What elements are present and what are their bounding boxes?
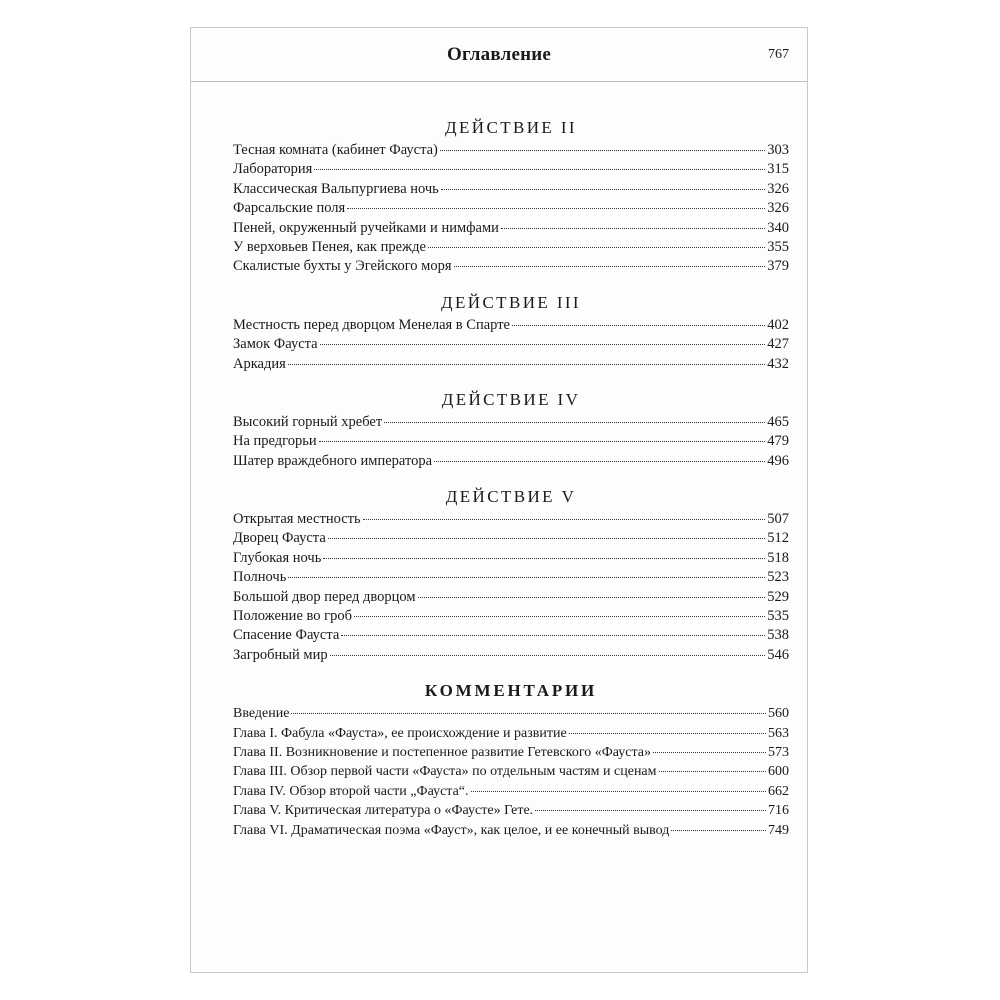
dot-leader xyxy=(330,655,766,656)
entry-page: 303 xyxy=(767,142,789,158)
entry-page: 560 xyxy=(768,706,789,722)
dot-leader xyxy=(354,616,765,617)
entry-title: У верховьев Пенея, как прежде xyxy=(233,238,426,255)
entry-page: 523 xyxy=(767,569,789,586)
entry-page: 355 xyxy=(767,238,789,255)
dot-leader xyxy=(314,169,765,170)
dot-leader xyxy=(671,830,766,831)
entry-title: Глава IV. Обзор второй части „Фауста“. xyxy=(233,783,469,799)
toc-entry xyxy=(233,588,789,607)
toc-entry xyxy=(233,257,789,276)
book-page xyxy=(190,27,808,973)
entry-title: Тесная комната (кабинет Фауста) xyxy=(233,142,438,158)
entry-page: 507 xyxy=(767,511,789,528)
dot-leader xyxy=(320,344,766,345)
entry-title: Лаборатория xyxy=(233,161,313,178)
entry-page: 600 xyxy=(768,764,789,780)
entry-title: На предгорьи xyxy=(233,433,317,450)
dot-leader xyxy=(441,189,765,190)
entry-page: 563 xyxy=(768,725,789,741)
dot-leader xyxy=(291,713,766,714)
entry-title: Спасение Фауста xyxy=(233,627,340,644)
entry-page: 546 xyxy=(767,646,789,663)
dot-leader xyxy=(512,325,765,326)
entry-title: Классическая Вальпургиева ночь xyxy=(233,180,439,197)
entry-page: 315 xyxy=(767,161,789,178)
dot-leader xyxy=(434,461,765,462)
entry-title: Глава I. Фабула «Фауста», ее происхождение и развитие xyxy=(233,725,567,741)
entry-title: Шатер враждебного императора xyxy=(233,452,433,469)
toc-entry xyxy=(233,510,789,529)
page-number: 767 xyxy=(768,47,789,62)
entry-page: 432 xyxy=(767,355,789,372)
toc-entry xyxy=(233,782,789,801)
entry-title: Открытая местность xyxy=(233,511,361,528)
dot-leader xyxy=(535,810,766,811)
dot-leader xyxy=(418,597,766,598)
dot-leader xyxy=(328,538,766,539)
dot-leader xyxy=(659,771,766,772)
section-heading: ДЕЙСТВИЕ V xyxy=(445,487,577,507)
toc-entry xyxy=(233,743,789,762)
entry-title: Полночь xyxy=(233,569,287,586)
entry-title: Глубокая ночь xyxy=(233,549,322,566)
toc-section-comments xyxy=(233,677,789,840)
toc-entry xyxy=(233,646,789,665)
entry-title: Положение во гроб xyxy=(233,608,352,625)
entry-page: 518 xyxy=(767,549,789,566)
dot-leader xyxy=(569,733,766,734)
entry-page: 573 xyxy=(768,744,789,760)
dot-leader xyxy=(319,441,766,442)
toc-entry xyxy=(233,238,789,257)
toc-entry xyxy=(233,141,789,160)
dot-leader xyxy=(653,752,766,753)
entry-title: Глава V. Критическая литература о «Фаусте» Гете. xyxy=(233,803,534,819)
entry-title: Глава III. Обзор первой части «Фауста» по отдельным частям и сценам xyxy=(233,764,657,780)
dot-leader xyxy=(384,422,765,423)
toc-entry xyxy=(233,821,789,840)
entry-page: 326 xyxy=(767,180,789,197)
toc-entry xyxy=(233,335,789,354)
section-heading: ДЕЙСТВИЕ IV xyxy=(441,389,581,409)
entry-page: 465 xyxy=(767,413,789,430)
dot-leader xyxy=(288,577,765,578)
entry-page: 535 xyxy=(767,608,789,625)
entry-page: 427 xyxy=(767,336,789,353)
entry-title: Скалистые бухты у Эгейского моря xyxy=(233,258,452,275)
entry-page: 340 xyxy=(767,219,789,236)
toc-entry xyxy=(233,724,789,743)
toc-entry xyxy=(233,529,789,548)
entry-title: Глава II. Возникновение и постепенное развитие Гетевского «Фауста» xyxy=(233,744,651,760)
toc-section-act-3 xyxy=(233,289,789,374)
dot-leader xyxy=(288,364,765,365)
toc-entry xyxy=(233,607,789,626)
entry-title: Высокий горный хребет xyxy=(233,413,383,430)
entry-title: Аркадия xyxy=(233,355,286,372)
dot-leader xyxy=(341,635,765,636)
toc-entry xyxy=(233,452,789,471)
section-heading: КОММЕНТАРИИ xyxy=(424,681,598,701)
toc-entry xyxy=(233,219,789,238)
dot-leader xyxy=(471,791,766,792)
entry-title: Большой двор перед дворцом xyxy=(233,588,416,605)
toc-entry xyxy=(233,549,789,568)
entry-title: Введение xyxy=(233,706,290,722)
entry-page: 379 xyxy=(767,258,789,275)
toc-entry xyxy=(233,316,789,335)
entry-page: 479 xyxy=(767,433,789,450)
toc-entry xyxy=(233,355,789,374)
entry-page: 529 xyxy=(767,588,789,605)
table-of-contents xyxy=(233,112,789,840)
toc-entry xyxy=(233,801,789,820)
dot-leader xyxy=(428,247,765,248)
page-title: Оглавление xyxy=(446,44,552,65)
toc-entry xyxy=(233,413,789,432)
entry-page: 512 xyxy=(767,530,789,547)
toc-entry xyxy=(233,432,789,451)
entry-page: 326 xyxy=(767,200,789,217)
toc-section-act-5 xyxy=(233,483,789,665)
toc-entry xyxy=(233,199,789,218)
entry-page: 496 xyxy=(767,452,789,469)
entry-page: 538 xyxy=(767,627,789,644)
entry-title: Замок Фауста xyxy=(233,336,318,353)
toc-entry xyxy=(233,704,789,723)
entry-title: Загробный мир xyxy=(233,646,328,663)
toc-entry xyxy=(233,160,789,179)
entry-title: Фарсальские поля xyxy=(233,200,346,217)
dot-leader xyxy=(363,519,766,520)
entry-title: Пеней, окруженный ручейками и нимфами xyxy=(233,219,499,236)
entry-page: 402 xyxy=(767,316,789,333)
toc-entry xyxy=(233,568,789,587)
dot-leader xyxy=(501,228,765,229)
running-header xyxy=(191,28,807,82)
section-heading: ДЕЙСТВИЕ II xyxy=(445,118,577,137)
toc-entry xyxy=(233,762,789,781)
entry-page: 716 xyxy=(768,803,789,819)
entry-page: 662 xyxy=(768,783,789,799)
dot-leader xyxy=(323,558,765,559)
entry-title: Глава VI. Драматическая поэма «Фауст», как целое, и ее конечный вывод xyxy=(233,822,670,838)
toc-section-act-2 xyxy=(233,114,789,277)
toc-entry xyxy=(233,180,789,199)
section-heading: ДЕЙСТВИЕ III xyxy=(440,292,581,312)
toc-section-act-4 xyxy=(233,386,789,471)
entry-title: Местность перед дворцом Менелая в Спарте xyxy=(233,316,510,333)
dot-leader xyxy=(440,150,765,151)
dot-leader xyxy=(347,208,765,209)
entry-title: Дворец Фауста xyxy=(233,530,326,547)
toc-entry xyxy=(233,626,789,645)
dot-leader xyxy=(454,266,766,267)
entry-page: 749 xyxy=(768,822,789,838)
